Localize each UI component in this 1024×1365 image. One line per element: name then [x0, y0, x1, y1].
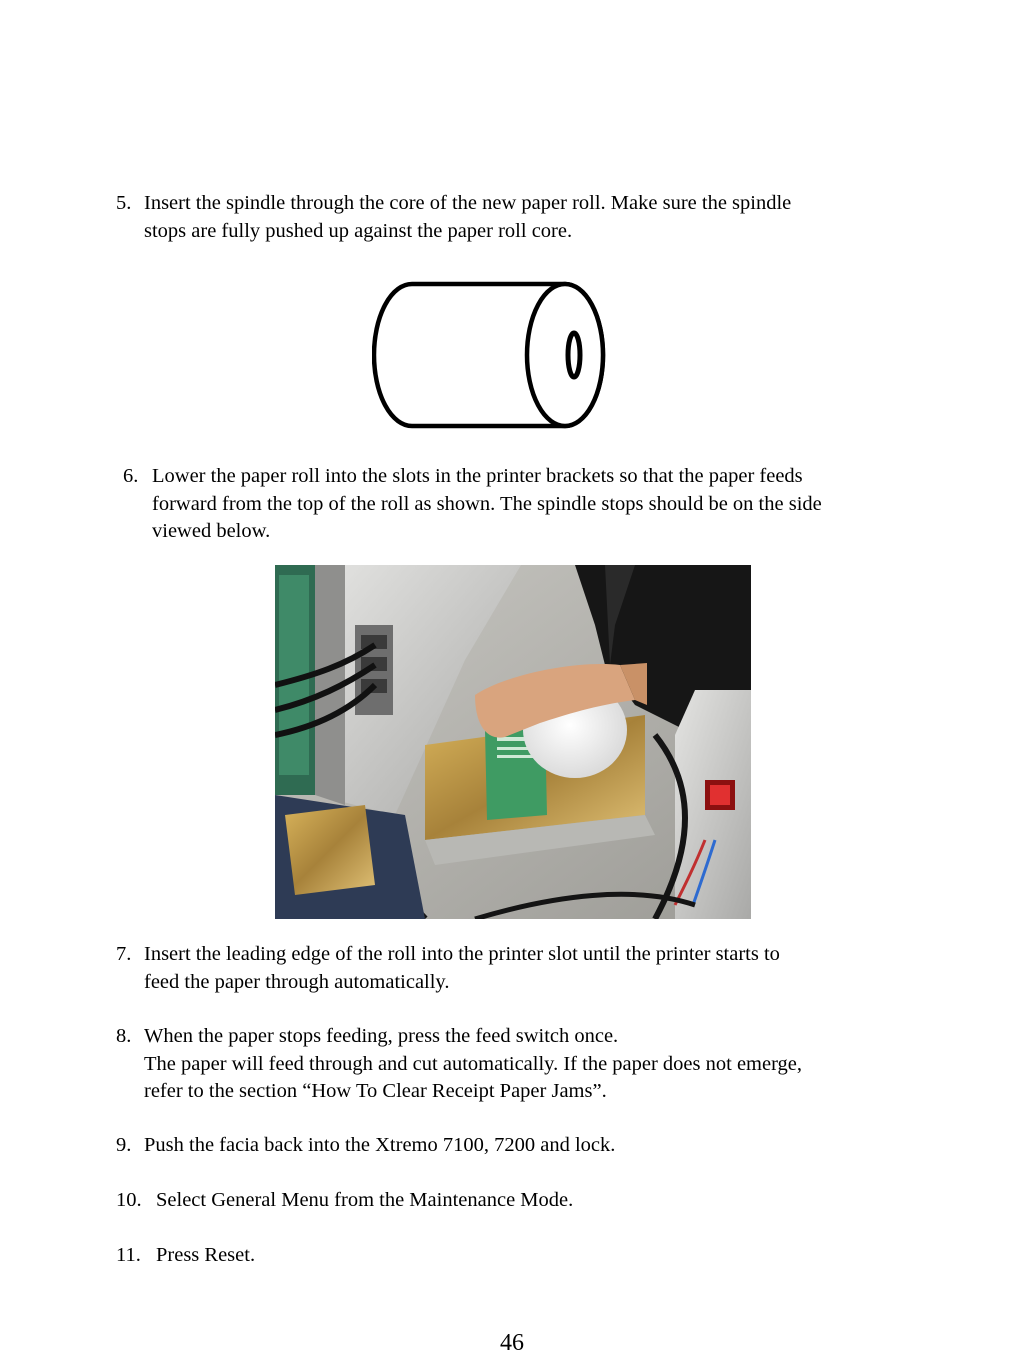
step-text-line: Press Reset.: [156, 1244, 256, 1266]
printer-photo-drawing: [275, 565, 751, 919]
step-text-line: stops are fully pushed up against the paper roll core.: [144, 219, 573, 242]
step-number: 6.: [123, 465, 139, 487]
step-number: 5.: [116, 192, 132, 214]
step-text-line: viewed below.: [152, 520, 271, 542]
step-text-line: Select General Menu from the Maintenance Mode.: [156, 1189, 574, 1211]
step-number: 8.: [116, 1025, 132, 1047]
step-text-line: Lower the paper roll into the slots in the printer brackets so that the paper feeds: [152, 465, 803, 487]
step-number: 7.: [116, 943, 132, 965]
step-text-line: forward from the top of the roll as shown. The spindle stops should be on the side: [152, 492, 822, 515]
step-text-line: The paper will feed through and cut automatically. If the paper does not emerge,: [144, 1052, 803, 1075]
step-number: 11.: [116, 1244, 141, 1266]
page-number: 46: [500, 1330, 524, 1356]
step-text-line: Insert the spindle through the core of the new paper roll. Make sure the spindle: [144, 192, 792, 214]
paper-roll-icon: [372, 281, 608, 430]
step-number: 9.: [116, 1134, 132, 1156]
printer-photo: [275, 565, 751, 919]
step-text-line: When the paper stops feeding, press the feed switch once.: [144, 1025, 619, 1047]
step-text-line: Push the facia back into the Xtremo 7100, 7200 and lock.: [144, 1134, 616, 1156]
step-text-line: refer to the section “How To Clear Receipt Paper Jams”.: [144, 1080, 607, 1102]
step-text-line: Insert the leading edge of the roll into the printer slot until the printer starts to: [144, 943, 780, 965]
step-number: 10.: [116, 1189, 142, 1211]
step-text-line: feed the paper through automatically.: [144, 970, 450, 993]
